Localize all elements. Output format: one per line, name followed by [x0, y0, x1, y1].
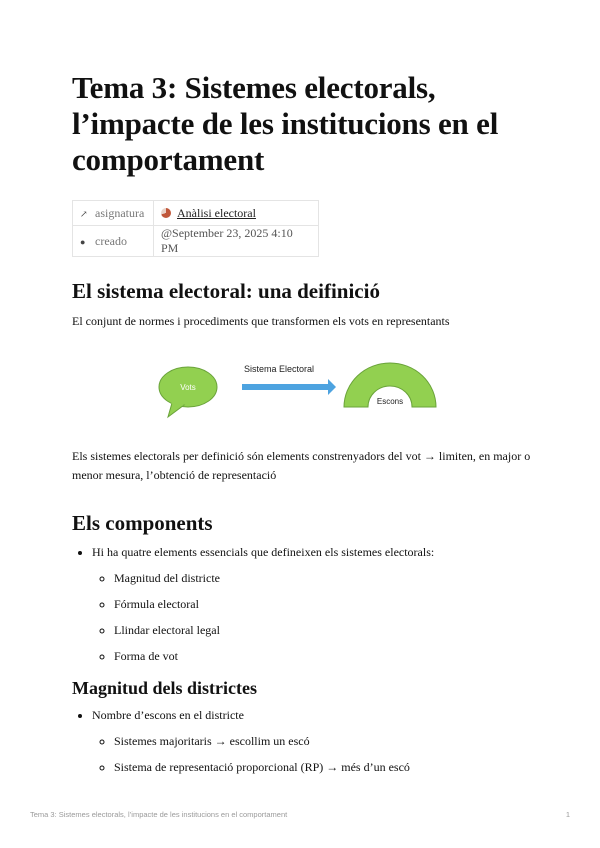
list-item: ◦ Fórmula electoral	[114, 596, 532, 612]
diagram-svg	[72, 345, 532, 431]
list-item: ◦ Sistemes majoritaris → escollim un escó	[114, 733, 532, 749]
seats-label: Escons	[376, 397, 404, 406]
components-list	[72, 544, 532, 664]
system-arrow	[242, 364, 336, 395]
property-row-asignatura	[73, 201, 319, 226]
property-key-cell	[73, 201, 154, 226]
property-value-cell	[154, 226, 319, 257]
footer-text: Tema 3: Sistemes electorals, l’impacte de les institucions en el comportament	[30, 810, 288, 819]
list-item	[92, 544, 532, 664]
clock-icon: ●	[80, 236, 86, 247]
list-item	[92, 707, 532, 775]
property-row-creado	[73, 226, 319, 257]
course-pie-icon	[161, 208, 171, 218]
list-item: ◦ Sistema de representació proporcional (RP) → més d’un escó	[114, 759, 532, 775]
page-content	[72, 70, 532, 785]
definition-intro: El conjunt de normes i procediments que transformen els vots en representants	[72, 314, 450, 328]
list-item: ◦ Llindar electoral legal	[114, 622, 532, 638]
properties-table	[72, 200, 319, 257]
components-sublist	[92, 570, 532, 664]
arrow-head	[328, 379, 336, 395]
page-footer	[30, 810, 570, 819]
property-key-asignatura: asignatura	[95, 205, 145, 220]
property-key-cell	[73, 226, 154, 257]
course-link[interactable]: Anàlisi electoral	[177, 205, 256, 220]
magnitude-list	[72, 707, 532, 775]
page-number: 1	[565, 810, 570, 819]
section-heading-definition: El sistema electoral: una deifinició	[72, 279, 380, 303]
page-title: Tema 3: Sistemes electorals, l’impacte de les institucions en el comportament	[72, 70, 499, 177]
magnitude-bullet: Nombre d’escons en el districte	[92, 708, 244, 722]
list-item: ◦ Magnitud del districte	[114, 570, 532, 586]
property-value-cell	[154, 201, 319, 226]
section-heading-magnitude: Magnitud dels districtes	[72, 678, 258, 698]
definition-paragraph: Els sistemes electorals per definició són elements constrenyadors del vot → limiten, en major o menor mesura, l’obtenció de representació	[72, 449, 531, 482]
property-key-creado: creado	[95, 233, 127, 248]
electoral-system-diagram	[72, 345, 532, 431]
components-bullet: Hi ha quatre elements essencials que defineixen els sistemes electorals:	[92, 545, 435, 559]
arrow-up-right-icon: ↗	[80, 208, 88, 219]
magnitude-sublist	[92, 733, 532, 775]
list-item: ◦ Forma de vot	[114, 648, 532, 664]
arrow-label: Sistema Electoral	[244, 364, 315, 374]
arrow-shaft	[242, 384, 330, 390]
section-heading-components: Els components	[72, 511, 213, 535]
votes-label: Vots	[180, 383, 196, 392]
seats-arc	[344, 363, 436, 407]
created-date: @September 23, 2025 4:10 PM	[161, 226, 293, 255]
votes-bubble	[159, 367, 217, 417]
